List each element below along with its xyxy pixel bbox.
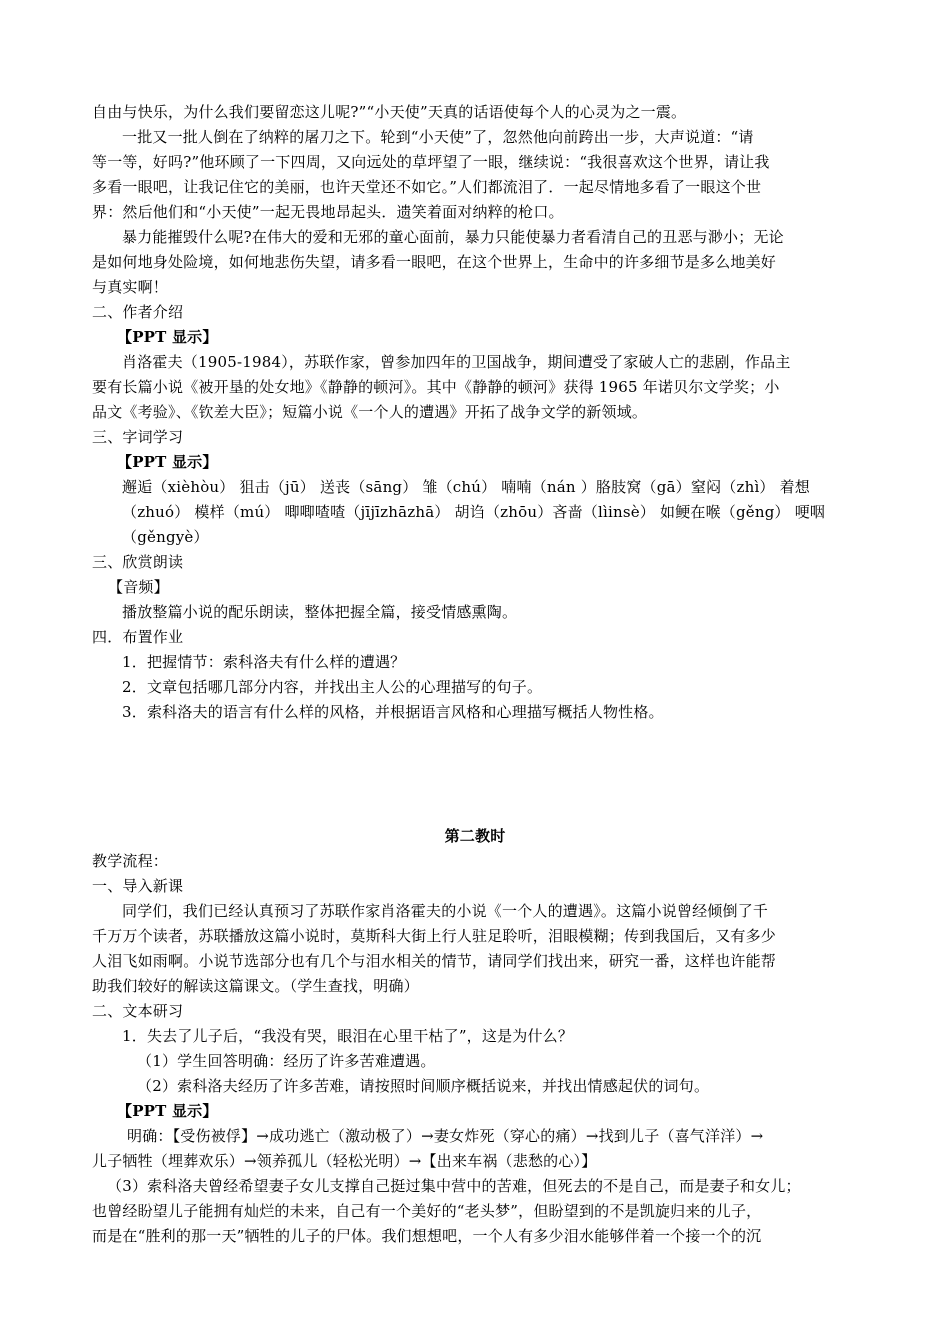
homework-item: 1．把握情节：索科洛夫有什么样的遭遇？ [122,653,406,671]
body-text-line: 人泪飞如雨啊。小说节选部分也有几个与泪水相关的情节，请同学们找出来，研究一番，这样也许能帮 [92,952,777,970]
answer-item: （1）学生回答明确：经历了许多苦难遭遇。 [137,1052,436,1070]
question-item: 1．失去了儿子后，“我没有哭，眼泪在心里干枯了”，这是为什么？ [122,1027,574,1045]
body-text-line: 儿子牺牲（埋葬欢乐）→领养孤儿（轻松光明）→【出来车祸（悲愁的心）】 [92,1152,597,1170]
body-text-line: 也曾经盼望儿子能拥有灿烂的未来，自己有一个美好的“老头梦”，但盼望到的不是凯旋归来的儿子， [92,1202,762,1220]
body-text-line: 教学流程： [92,852,169,870]
body-text-line: 肖洛霍夫（1905-1984），苏联作家，曾参加四年的卫国战争，期间遭受了家破人亡的悲剧，作品主 [122,353,791,371]
lesson-title: 第二教时 [444,827,506,845]
body-text-line: 界：然后他们和“小天使”一起无畏地昂起头．遗笑着面对纳粹的枪口。 [92,203,564,221]
answer-item: （2）索科洛夫经历了许多苦难，请按照时间顺序概括说来，并找出情感起伏的词句。 [137,1077,710,1095]
body-text-line: 助我们较好的解读这篇课文。（学生查找，明确） [92,977,419,995]
body-text-line: 与真实啊！ [92,278,169,296]
section-heading: 三、欣赏朗读 [92,553,184,571]
vocab-line: （zhuó） 模样（mú） 唧唧喳喳（jījīzhāzhā） 胡诌（zhōu）吝啬（lìinsè） 如鲠在喉（gěng） 哽咽 [122,503,826,521]
section-heading: 四．布置作业 [92,628,184,646]
body-text-line: 自由与快乐，为什么我们要留恋这儿呢?”“小天使”天真的话语使每个人的心灵为之一震。 [92,103,687,121]
body-text-line: 同学们，我们已经认真预习了苏联作家肖洛霍夫的小说《一个人的遭遇》。这篇小说曾经倾倒了千 [122,902,769,920]
section-heading: 三、字词学习 [92,428,184,446]
body-text-line: 暴力能摧毁什么呢?在伟大的爱和无邪的童心面前，暴力只能使暴力者看清自己的丑恶与渺小；无论 [122,228,784,246]
body-text-line: 要有长篇小说《被开垦的处女地》《静静的顿河》。其中《静静的顿河》获得 1965 年诺贝尔文学奖；小 [92,378,780,396]
body-text-line: 千万万个读者，苏联播放这篇小说时，莫斯科大街上行人驻足聆听，泪眼模糊；传到我国后，又有多少 [92,927,777,945]
body-text-line: 而是在“胜利的那一天”牺牲的儿子的尸体。我们想想吧，一个人有多少泪水能够伴着一个接一个的沉 [92,1227,762,1245]
audio-label: 【音频】 [108,578,169,596]
section-heading: 二、文本研习 [92,1002,184,1020]
homework-item: 2．文章包括哪几部分内容，并找出主人公的心理描写的句子。 [122,678,543,696]
section-heading: 二、作者介绍 [92,303,184,321]
vocab-line: （gěngyè） [122,528,209,546]
body-text-line: 播放整篇小说的配乐朗读，整体把握全篇，接受情感熏陶。 [122,603,518,621]
homework-item: 3．索科洛夫的语言有什么样的风格，并根据语言风格和心理描写概括人物性格。 [122,703,664,721]
body-text-line: 等一等，好吗?”他环顾了一下四周，又向远处的草坪望了一眼，继续说：“我很喜欢这个世界，请让我 [92,153,770,171]
body-text-line: 明确：【受伤被俘】→成功逃亡（激动极了）→妻女炸死（穿心的痛）→找到儿子（喜气洋洋）→ [127,1127,764,1145]
ppt-display-label: 【PPT 显示】 [117,1102,218,1120]
ppt-display-label: 【PPT 显示】 [117,453,218,471]
ppt-display-label: 【PPT 显示】 [117,328,218,346]
body-text-line: 一批又一批人倒在了纳粹的屠刀之下。轮到“小天使”了，忽然他向前跨出一步，大声说道：“请 [122,128,754,146]
body-text-line: 是如何地身处险境，如何地悲伤失望，请多看一眼吧，在这个世界上，生命中的许多细节是多么地美好 [92,253,777,271]
body-text-line: 多看一眼吧，让我记住它的美丽，也许天堂还不如它。”人们都流泪了．一起尽情地多看了一眼这个世 [92,178,762,196]
body-text-line: （3）索科洛夫曾经希望妻子女儿支撑自己挺过集中营中的苦难，但死去的不是自己，而是妻子和女儿； [107,1177,801,1195]
body-text-line: 品文《考验》、《钦差大臣》；短篇小说《一个人的遭遇》开拓了战争文学的新领域。 [92,403,648,421]
section-heading: 一、导入新课 [92,877,184,895]
vocab-line: 邂逅（xièhòu） 狙击（jū） 送丧（sāng） 雏（chú） 喃喃（nán ）胳肢窝（gā）窒闷（zhì） 着想 [122,478,811,496]
